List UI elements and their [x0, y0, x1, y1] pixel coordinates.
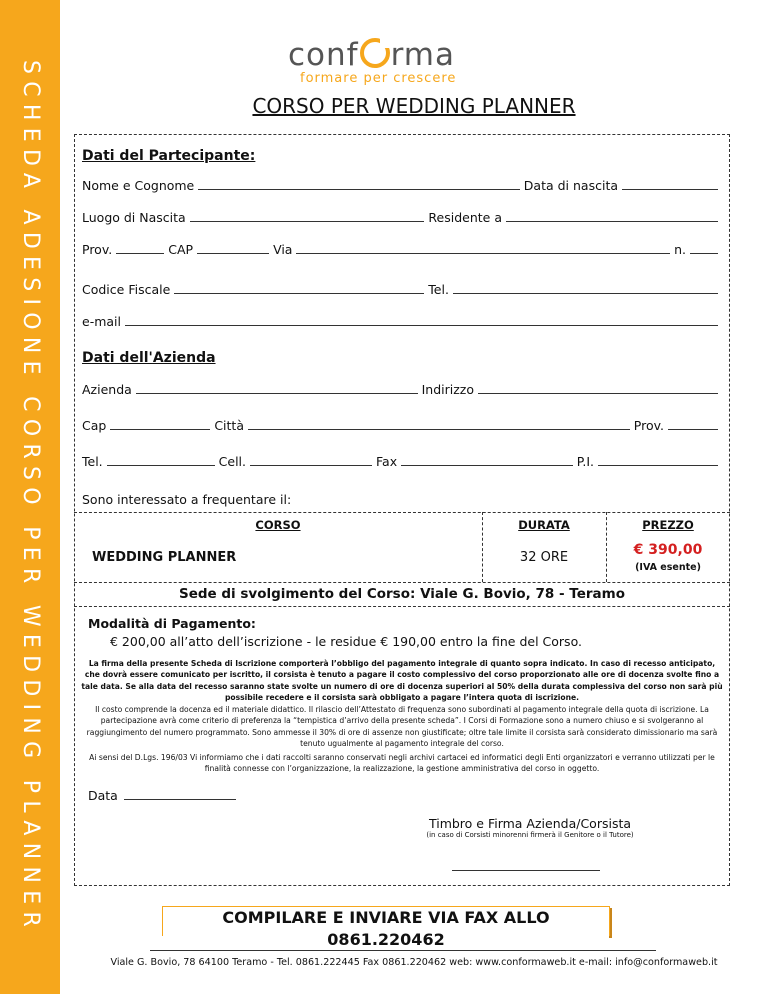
n-label: n.: [674, 242, 686, 257]
tel-label: Tel.: [428, 282, 449, 297]
page-title: CORSO PER WEDDING PLANNER: [252, 94, 576, 118]
row-email: [82, 314, 722, 329]
cell-label: Cell.: [218, 454, 246, 469]
course-price: € 390,00: [633, 542, 703, 558]
logo-word-start: conf: [288, 37, 359, 73]
footer-divider: [150, 950, 656, 951]
residente-label: Residente a: [428, 210, 502, 225]
row-azienda: [82, 382, 722, 397]
pi-label: P.I.: [576, 454, 594, 469]
logo-wordmark: [288, 38, 508, 71]
fax-label: Fax: [376, 454, 398, 469]
luogo-field[interactable]: [190, 210, 425, 222]
fax-banner: [162, 906, 610, 949]
email-label: e-mail: [82, 314, 121, 329]
th-prezzo: PREZZO: [642, 518, 694, 532]
pi-field[interactable]: [598, 454, 718, 466]
company-cap-label: Cap: [82, 418, 107, 433]
company-tel-label: Tel.: [82, 454, 103, 469]
row-luogo: [82, 210, 722, 225]
row-cf: [82, 282, 722, 297]
footer-contacts: Viale G. Bovio, 78 64100 Teramo - Tel. 0861.222445 Fax 0861.220462 web: www.conformaweb.it e-mail: info@conformaweb.it: [110, 957, 718, 968]
company-prov-label: Prov.: [633, 418, 664, 433]
withdrawal-terms: La firma della presente Scheda di Iscrizione comporterà l’obbligo del pagamento integrale di quanto sopra indicato. In caso di recesso anticipato, che dovrà essere comunicato per iscritto, il corsista è tenuto a pagare il costo complessivo del corso proporzionato alle ore di docenza svolte fino a tale data. Se alla data del recesso saranno state svolte un numero di ore di docenza superiori al 50% della durata complessiva del corso non sarà più possibile recedere e il corsista sarà obbligato a pagare l’intera quota di iscrizione.: [81, 659, 723, 702]
th-corso: CORSO: [255, 518, 301, 532]
indirizzo-label: Indirizzo: [421, 382, 474, 397]
azienda-label: Azienda: [82, 382, 132, 397]
email-field[interactable]: [125, 314, 718, 326]
price-note: (IVA esente): [635, 562, 701, 573]
row-contatti: [82, 454, 722, 469]
company-prov-field[interactable]: [668, 418, 718, 430]
via-label: Via: [273, 242, 293, 257]
cell-field[interactable]: [250, 454, 372, 466]
cf-field[interactable]: [174, 282, 424, 294]
row-citta: [82, 418, 722, 433]
data-nascita-field[interactable]: [622, 178, 718, 190]
row-indirizzo: [82, 242, 722, 257]
cf-label: Codice Fiscale: [82, 282, 171, 297]
privacy-notice: Ai sensi del D.Lgs. 196/03 Vi informiamo che i dati raccolti saranno conservati negli archivi cartacei ed informatici degli Enti organizzatori e verranno utilizzati per le finalità connesse con l’organizzazione, la realizzazione, la gestione amministrativa del corso in oggetto.: [89, 753, 715, 774]
luogo-label: Luogo di Nascita: [82, 210, 186, 225]
indirizzo-field[interactable]: [478, 382, 718, 394]
cap-label: CAP: [168, 242, 194, 257]
course-duration: 32 ORE: [519, 550, 569, 565]
payment-title: Modalità di Pagamento:: [88, 616, 256, 631]
prov-label: Prov.: [82, 242, 113, 257]
residente-field[interactable]: [506, 210, 718, 222]
citta-label: Città: [214, 418, 244, 433]
table-mid-border: [74, 582, 730, 583]
nome-field[interactable]: [198, 178, 520, 190]
data-nascita-label: Data di nascita: [523, 178, 618, 193]
company-heading: Dati dell'Azienda: [82, 350, 216, 366]
logo-ring-icon: [360, 38, 390, 68]
date-row: [88, 788, 236, 803]
th-durata: DURATA: [518, 518, 570, 532]
date-field[interactable]: [124, 788, 236, 800]
n-field[interactable]: [690, 242, 718, 254]
signature-field[interactable]: [452, 870, 600, 871]
date-label: Data: [88, 788, 118, 803]
fax-banner-text: COMPILARE E INVIARE VIA FAX ALLO 0861.220462: [163, 907, 609, 951]
logo-word-end: rma: [390, 37, 455, 73]
signature-note: (in caso di Corsisti minorenni firmerà il Genitore o il Tutore): [426, 831, 634, 839]
logo-tagline: formare per crescere: [300, 71, 457, 86]
conforma-logo: [288, 38, 508, 84]
sidebar-band: [0, 0, 60, 994]
course-venue: Sede di svolgimento del Corso: Viale G. Bovio, 78 - Teramo: [179, 586, 625, 602]
table-bottom-border: [74, 606, 730, 607]
row-nome: [82, 178, 722, 193]
company-cap-field[interactable]: [110, 418, 210, 430]
fax-field[interactable]: [401, 454, 573, 466]
tel-field[interactable]: [453, 282, 718, 294]
course-name: WEDDING PLANNER: [92, 550, 237, 565]
cap-field[interactable]: [197, 242, 269, 254]
course-conditions: Il costo comprende la docenza ed il materiale didattico. Il rilascio dell’Attestato di frequenza sono subordinati al pagamento integrale della quota di iscrizione. La partecipazione avrà come criterio di preferenza la “tempistica d’arrivo della presente scheda”. I Corsi di Formazione sono a numero chiuso e si svolgeranno al raggiungimento del numero programmato. Sono ammesse il 30% di ore di assenze non giustificate; oltre tale limite il corsista sarà considerato dimissionario ma sarà tenuto ugualmente al pagamento integrale del corso.: [86, 705, 718, 748]
participant-heading: Dati del Partecipante:: [82, 148, 256, 164]
company-tel-field[interactable]: [107, 454, 215, 466]
nome-label: Nome e Cognome: [82, 178, 195, 193]
interest-text: Sono interessato a frequentare il:: [82, 492, 292, 507]
payment-terms: € 200,00 all’atto dell’iscrizione - le residue € 190,00 entro la fine del Corso.: [110, 634, 582, 649]
sidebar-title: SCHEDA ADESIONE CORSO PER WEDDING PLANNER: [18, 60, 43, 935]
table-top-border: [74, 512, 730, 513]
via-field[interactable]: [296, 242, 670, 254]
azienda-field[interactable]: [136, 382, 418, 394]
citta-field[interactable]: [248, 418, 630, 430]
prov-field[interactable]: [116, 242, 164, 254]
signature-label: Timbro e Firma Azienda/Corsista: [428, 816, 632, 831]
